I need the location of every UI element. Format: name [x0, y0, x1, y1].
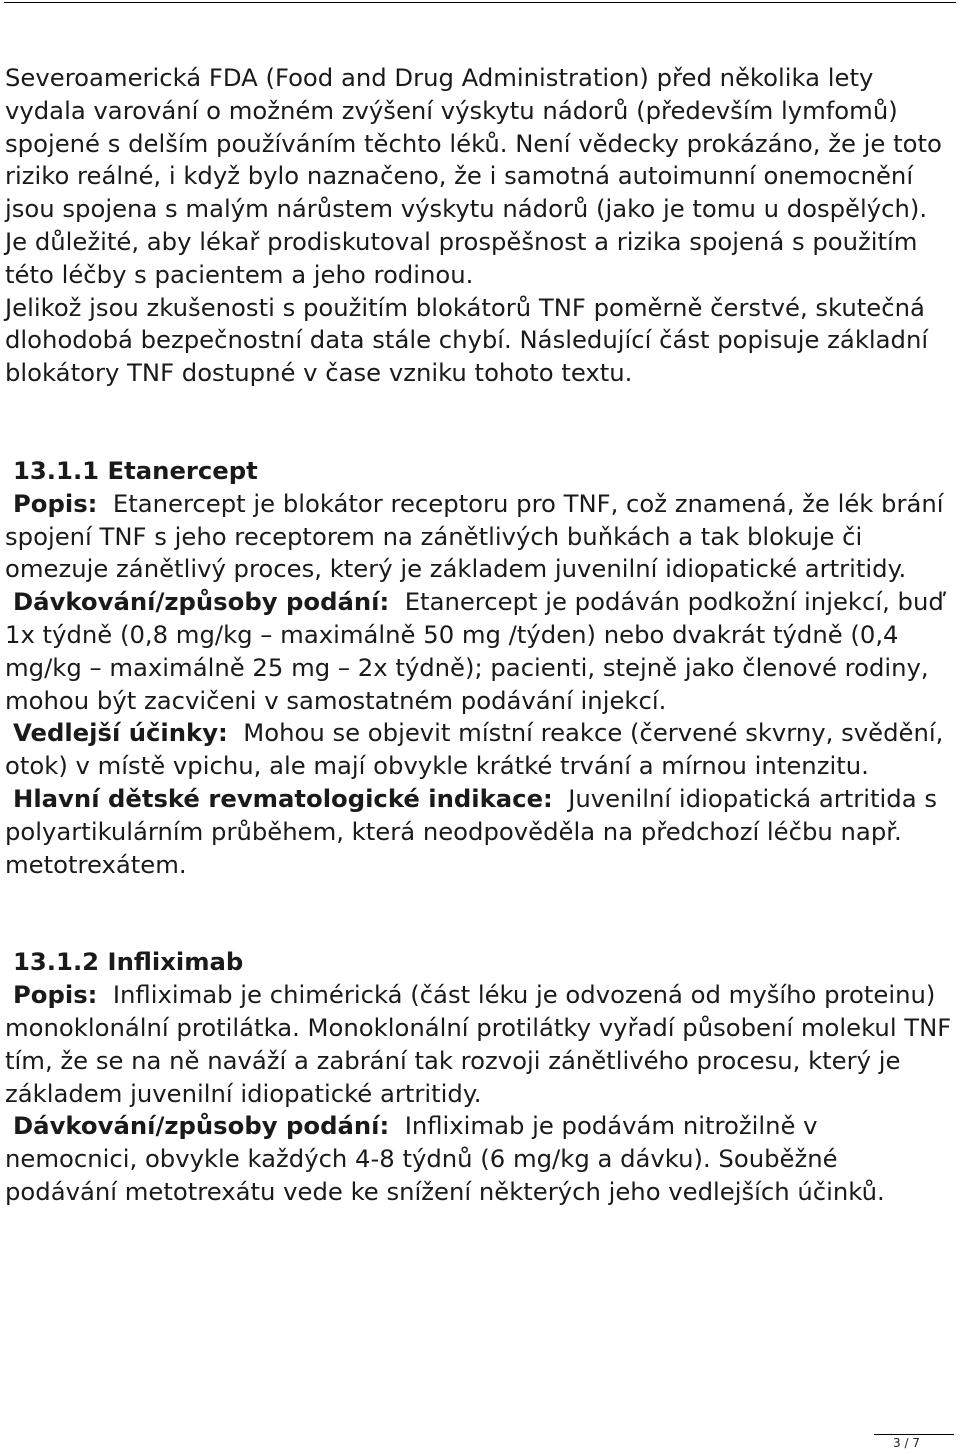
spacer: [5, 390, 955, 455]
section-infliximab: [5, 946, 955, 1208]
page-number: 3 / 7: [893, 1436, 920, 1450]
etanercept-dosage: [5, 586, 955, 717]
section-etanercept: [5, 455, 955, 881]
etanercept-description: [5, 488, 955, 586]
etanercept-indications: [5, 783, 955, 881]
infliximab-dosage: [5, 1110, 955, 1208]
description-text: Infliximab je chimérická (část léku je odvozená od myšího proteinu) monoklonální protilátka. Monoklonální protilátky vyřadí působení molekul TNF tím, že se na ně naváží a zabrání tak rozvoji zánětlivého procesu, který je základem juvenilní idiopatické artritidy.: [5, 980, 952, 1108]
dosage-text: Etanercept je podáván podkožní injekcí, buď 1x týdně (0,8 mg/kg – maximálně 50 mg /týden) nebo dvakrát týdně (0,4 mg/kg – maximálně 25 mg – 2x týdně); pacienti, stejně jako členové rodiny, mohou být zacvičeni v samostatném podávání injekcí.: [5, 587, 944, 715]
side-effects-text: Mohou se objevit místní reakce (červené skvrny, svědění, otok) v místě vpichu, ale mají obvykle krátké trvání a mírnou intenzitu.: [5, 718, 944, 781]
spacer: [5, 881, 955, 946]
footer-line: [874, 1434, 954, 1435]
description-label: Popis:: [13, 980, 98, 1010]
etanercept-side-effects: [5, 717, 955, 783]
intro-paragraph-2: Jelikož jsou zkušenosti s použitím blokátorů TNF poměrně čerstvé, skutečná dlohodobá bezpečnostní data stále chybí. Následující část popisuje základní blokátory TNF dostupné v čase vzniku tohoto textu.: [5, 292, 929, 388]
dosage-text: Infliximab je podávám nitrožilně v nemocnici, obvykle každých 4-8 týdnů (6 mg/kg a dávku). Souběžné podávání metotrexátu vede ke snížení některých jeho vedlejších účinků.: [5, 1111, 885, 1206]
document-body: [5, 62, 955, 1209]
indications-label: Hlavní dětské revmatologické indikace:: [13, 783, 553, 813]
top-border-line: [4, 2, 956, 3]
infliximab-description: [5, 979, 955, 1110]
indications-text: Juvenilní idiopatická artritida s polyartikulárním průběhem, která neodpověděla na předchozí léčbu např. metotrexátem.: [5, 783, 938, 879]
dosage-label: Dávkování/způsoby podání:: [13, 1111, 390, 1141]
description-text: Etanercept je blokátor receptoru pro TNF, což znamená, že lék brání spojení TNF s jeho receptorem na zánětlivých buňkách a tak blokuje či omezuje zánětlivý proces, který je základem juvenilní idiopatické artritidy.: [5, 488, 944, 584]
side-effects-label: Vedlejší účinky:: [13, 718, 228, 748]
section-heading-infliximab: 13.1.2 Infliximab: [13, 947, 244, 977]
dosage-label: Dávkování/způsoby podání:: [13, 587, 390, 617]
section-heading-etanercept: 13.1.1 Etanercept: [13, 455, 258, 485]
description-label: Popis:: [13, 488, 98, 518]
intro-paragraph-1: Severoamerická FDA (Food and Drug Administration) před několika lety vydala varování o možném zvýšení výskytu nádorů (především lymfomů) spojené s delším používáním těchto léků. Není vědecky prokázáno, že je toto riziko reálné, i když bylo naznačeno, že i samotná autoimunní onemocnění jsou spojena s malým nárůstem výskytu nádorů (jako je tomu u dospělých). Je důležité, aby lékař prodiskutoval prospěšnost a rizika spojená s použitím této léčby s pacientem a jeho rodinou.: [5, 63, 942, 289]
